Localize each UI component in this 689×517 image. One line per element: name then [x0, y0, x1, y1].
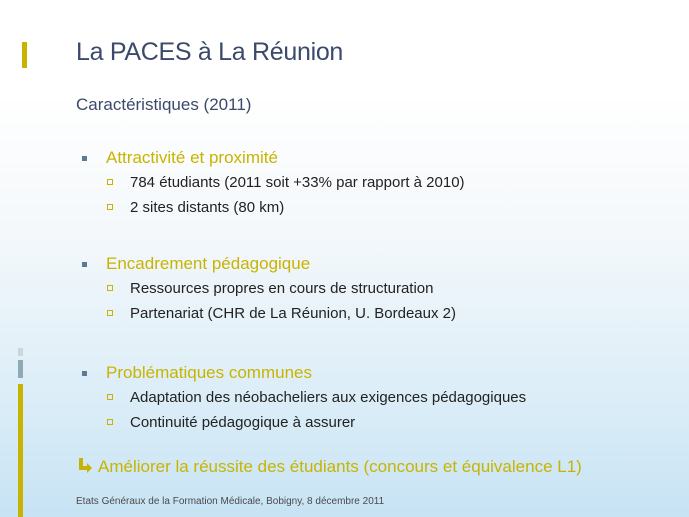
list-item-text: 2 sites distants (80 km): [130, 199, 285, 216]
list-item-text: Ressources propres en cours de structuration: [130, 280, 434, 297]
hollow-square-bullet-icon: [107, 204, 113, 210]
footer-text: Etats Généraux de la Formation Médicale, Bobigny, 8 décembre 2011: [76, 496, 385, 507]
section-heading-text: Problématiques communes: [106, 363, 312, 382]
bent-arrow-icon: [76, 456, 94, 474]
hollow-square-bullet-icon: [107, 394, 113, 400]
square-bullet-icon: [82, 262, 87, 267]
side-strip-accent: [18, 384, 23, 517]
list-item-text: 784 étudiants (2011 soit +33% par rapport à 2010): [130, 174, 465, 191]
list-item: [80, 195, 465, 220]
list-item-text: Continuité pédagogique à assurer: [130, 414, 356, 431]
list-item: [80, 170, 465, 195]
side-strip-dark: [18, 360, 23, 378]
title-accent-bar: [22, 42, 27, 68]
list-item: [80, 410, 526, 435]
section-attractivite: [80, 146, 465, 220]
square-bullet-icon: [82, 156, 87, 161]
hollow-square-bullet-icon: [107, 419, 113, 425]
list-item: [80, 301, 456, 326]
hollow-square-bullet-icon: [107, 285, 113, 291]
section-problematiques: [80, 361, 526, 435]
section-encadrement: [80, 252, 456, 326]
list-item-text: Adaptation des néobacheliers aux exigences pédagogiques: [130, 389, 527, 406]
section-heading-text: Attractivité et proximité: [106, 148, 278, 167]
conclusion: [76, 456, 582, 477]
section-heading-text: Encadrement pédagogique: [106, 254, 311, 273]
side-strip-light: [18, 348, 23, 356]
slide-subtitle: Caractéristiques (2011): [76, 95, 252, 114]
list-item: [80, 276, 456, 301]
list-item-text: Partenariat (CHR de La Réunion, U. Bordeaux 2): [130, 305, 457, 322]
section-heading: [80, 252, 456, 276]
hollow-square-bullet-icon: [107, 179, 113, 185]
square-bullet-icon: [82, 371, 87, 376]
conclusion-text: Améliorer la réussite des étudiants (concours et équivalence L1): [98, 457, 582, 476]
slide-title: La PACES à La Réunion: [76, 38, 344, 66]
section-heading: [80, 146, 465, 170]
list-item: [80, 385, 526, 410]
hollow-square-bullet-icon: [107, 310, 113, 316]
section-heading: [80, 361, 526, 385]
